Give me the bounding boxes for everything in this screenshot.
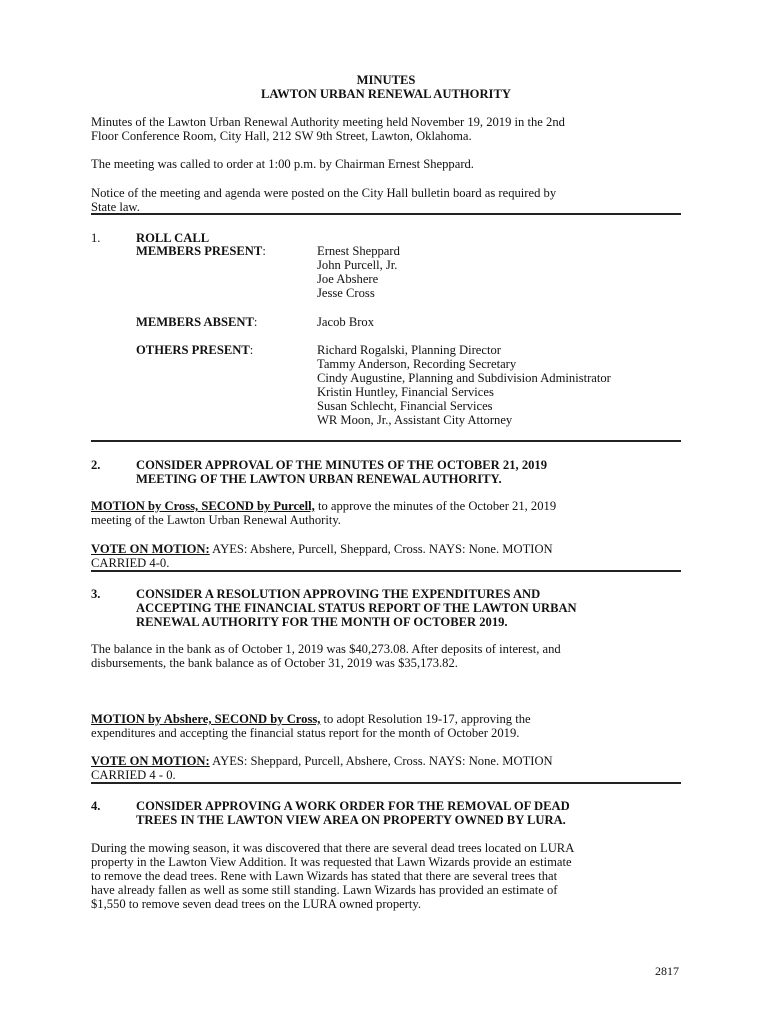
others-present-label: OTHERS PRESENT: bbox=[136, 343, 254, 357]
document-title: MINUTES bbox=[356, 73, 416, 87]
vote-text: AYES: Sheppard, Purcell, Abshere, Cross. NAYS: None. MOTION bbox=[209, 754, 553, 768]
motion-text: to adopt Resolution 19-17, approving the bbox=[320, 712, 531, 726]
vote-label: VOTE ON MOTION: bbox=[91, 754, 210, 768]
notice-line: State law. bbox=[91, 200, 140, 214]
call-to-order: The meeting was called to order at 1:00 p.m. by Chairman Ernest Sheppard. bbox=[91, 157, 474, 171]
motion-label: MOTION by Cross, SECOND by Purcell, bbox=[91, 499, 315, 513]
section-divider bbox=[91, 440, 681, 442]
members-present-list bbox=[317, 244, 681, 300]
item3-motion bbox=[91, 712, 681, 740]
list-item: Kristin Huntley, Financial Services bbox=[317, 385, 494, 399]
motion-label: MOTION by Abshere, SECOND by Cross, bbox=[91, 712, 321, 726]
item2-heading bbox=[136, 458, 681, 486]
heading-line: CONSIDER A RESOLUTION APPROVING THE EXPENDITURES AND bbox=[136, 587, 541, 601]
intro-line: Minutes of the Lawton Urban Renewal Authority meeting held November 19, 2019 in the 2nd bbox=[91, 115, 565, 129]
page-number: 2817 bbox=[655, 964, 679, 978]
motion-text: meeting of the Lawton Urban Renewal Authority. bbox=[91, 513, 341, 527]
list-item: Tammy Anderson, Recording Secretary bbox=[317, 357, 517, 371]
body-line: During the mowing season, it was discovered that there are several dead trees located on LURA bbox=[91, 841, 575, 855]
item-number: 2. bbox=[91, 458, 101, 472]
members-absent-list bbox=[317, 315, 681, 329]
list-item: Jesse Cross bbox=[317, 286, 375, 300]
body-line: property in the Lawton View Addition. It was requested that Lawn Wizards provide an estimate bbox=[91, 855, 572, 869]
item2-motion bbox=[91, 499, 681, 527]
vote-label: VOTE ON MOTION: bbox=[91, 542, 210, 556]
section-divider bbox=[91, 570, 681, 572]
item4-heading bbox=[136, 799, 681, 827]
document-subtitle: LAWTON URBAN RENEWAL AUTHORITY bbox=[261, 87, 511, 101]
list-item: Ernest Sheppard bbox=[317, 244, 400, 258]
heading-line: CONSIDER APPROVING A WORK ORDER FOR THE REMOVAL OF DEAD bbox=[136, 799, 570, 813]
list-item: Susan Schlecht, Financial Services bbox=[317, 399, 493, 413]
motion-text: to approve the minutes of the October 21, 2019 bbox=[314, 499, 557, 513]
body-line: to remove the dead trees. Rene with Lawn Wizards has stated that there are several trees that bbox=[91, 869, 558, 883]
list-item: WR Moon, Jr., Assistant City Attorney bbox=[317, 413, 513, 427]
item3-vote bbox=[91, 754, 681, 782]
others-present-list bbox=[317, 343, 681, 427]
members-present-label: MEMBERS PRESENT: bbox=[136, 244, 266, 258]
vote-text: AYES: Abshere, Purcell, Sheppard, Cross. NAYS: None. MOTION bbox=[209, 542, 553, 556]
body-line: $1,550 to remove seven dead trees on the LURA owned property. bbox=[91, 897, 422, 911]
item-number: 4. bbox=[91, 799, 101, 813]
roll-call-heading: ROLL CALL bbox=[136, 231, 210, 245]
heading-line: MEETING OF THE LAWTON URBAN RENEWAL AUTHORITY. bbox=[136, 472, 502, 486]
balance-line: disbursements, the bank balance as of October 31, 2019 was $35,173.82. bbox=[91, 656, 458, 670]
body-line: have already fallen as well as some still standing. Lawn Wizards has provided an estimate of bbox=[91, 883, 558, 897]
heading-line: CONSIDER APPROVAL OF THE MINUTES OF THE OCTOBER 21, 2019 bbox=[136, 458, 548, 472]
list-item: John Purcell, Jr. bbox=[317, 258, 398, 272]
item3-heading bbox=[136, 587, 681, 629]
members-absent-label: MEMBERS ABSENT: bbox=[136, 315, 258, 329]
list-item: Jacob Brox bbox=[317, 315, 375, 329]
list-item: Joe Abshere bbox=[317, 272, 379, 286]
item4-body bbox=[91, 841, 681, 911]
vote-text: CARRIED 4 - 0. bbox=[91, 768, 176, 782]
motion-text: expenditures and accepting the financial status report for the month of October 2019. bbox=[91, 726, 520, 740]
heading-line: ACCEPTING THE FINANCIAL STATUS REPORT OF THE LAWTON URBAN bbox=[136, 601, 577, 615]
item2-vote bbox=[91, 542, 681, 570]
item-number: 1. bbox=[91, 231, 101, 245]
intro-line: Floor Conference Room, City Hall, 212 SW 9th Street, Lawton, Oklahoma. bbox=[91, 129, 472, 143]
section-divider bbox=[91, 213, 681, 215]
vote-text: CARRIED 4-0. bbox=[91, 556, 170, 570]
item3-balance bbox=[91, 642, 681, 670]
intro-paragraph bbox=[91, 115, 681, 143]
list-item: Cindy Augustine, Planning and Subdivision Administrator bbox=[317, 371, 611, 385]
heading-line: TREES IN THE LAWTON VIEW AREA ON PROPERTY OWNED BY LURA. bbox=[136, 813, 566, 827]
section-divider bbox=[91, 782, 681, 784]
list-item: Richard Rogalski, Planning Director bbox=[317, 343, 501, 357]
notice-paragraph bbox=[91, 186, 681, 214]
item-number: 3. bbox=[91, 587, 101, 601]
notice-line: Notice of the meeting and agenda were posted on the City Hall bulletin board as required by bbox=[91, 186, 557, 200]
heading-line: RENEWAL AUTHORITY FOR THE MONTH OF OCTOBER 2019. bbox=[136, 615, 508, 629]
balance-line: The balance in the bank as of October 1, 2019 was $40,273.08. After deposits of interest, and bbox=[91, 642, 561, 656]
